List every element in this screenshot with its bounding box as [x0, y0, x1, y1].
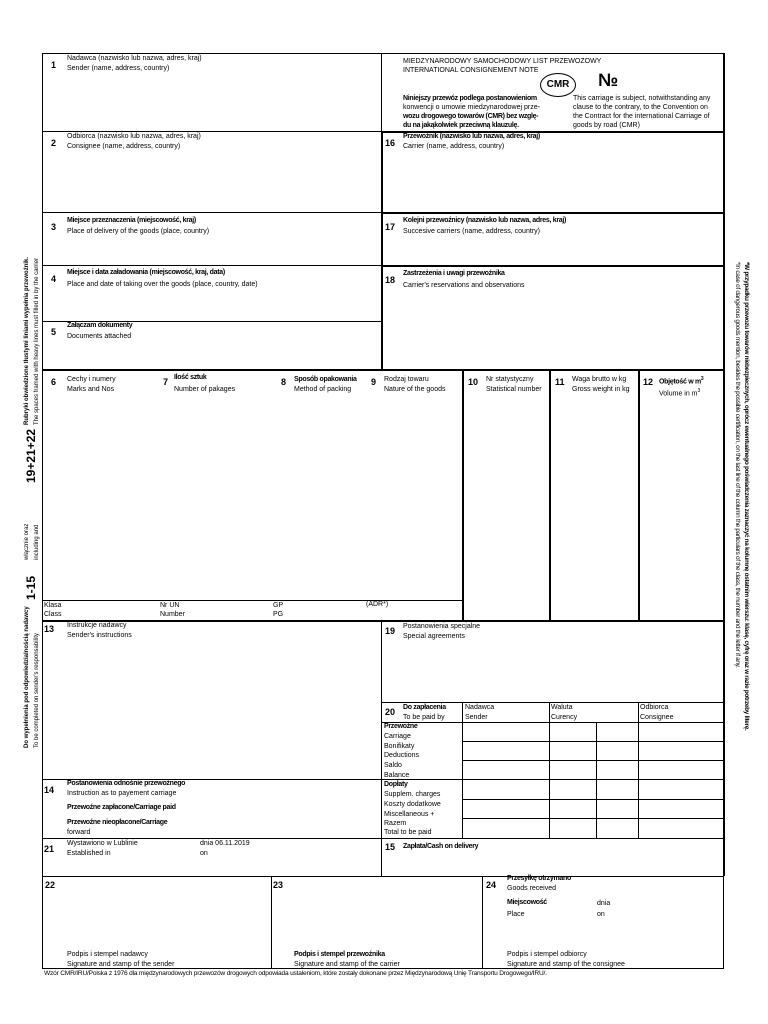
title-pl: MIEDZYNARODOWY SAMOCHODOWY LIST PRZEWOZOWY [403, 58, 602, 65]
cmr-logo: CMR [540, 73, 576, 97]
title-en: INTERNATIONAL CONSIGNEMENT NOTE [403, 67, 539, 74]
number-sign: № [598, 70, 619, 90]
footer-note: Wzór CMR/IRU/Polska z 1976 dla międzynarodowych przewozów drogowych odpowiada ustaleniom, które zostały dokonane przez Międzynarodową Unię Transportu Drogowego/IRU/. [44, 970, 547, 977]
